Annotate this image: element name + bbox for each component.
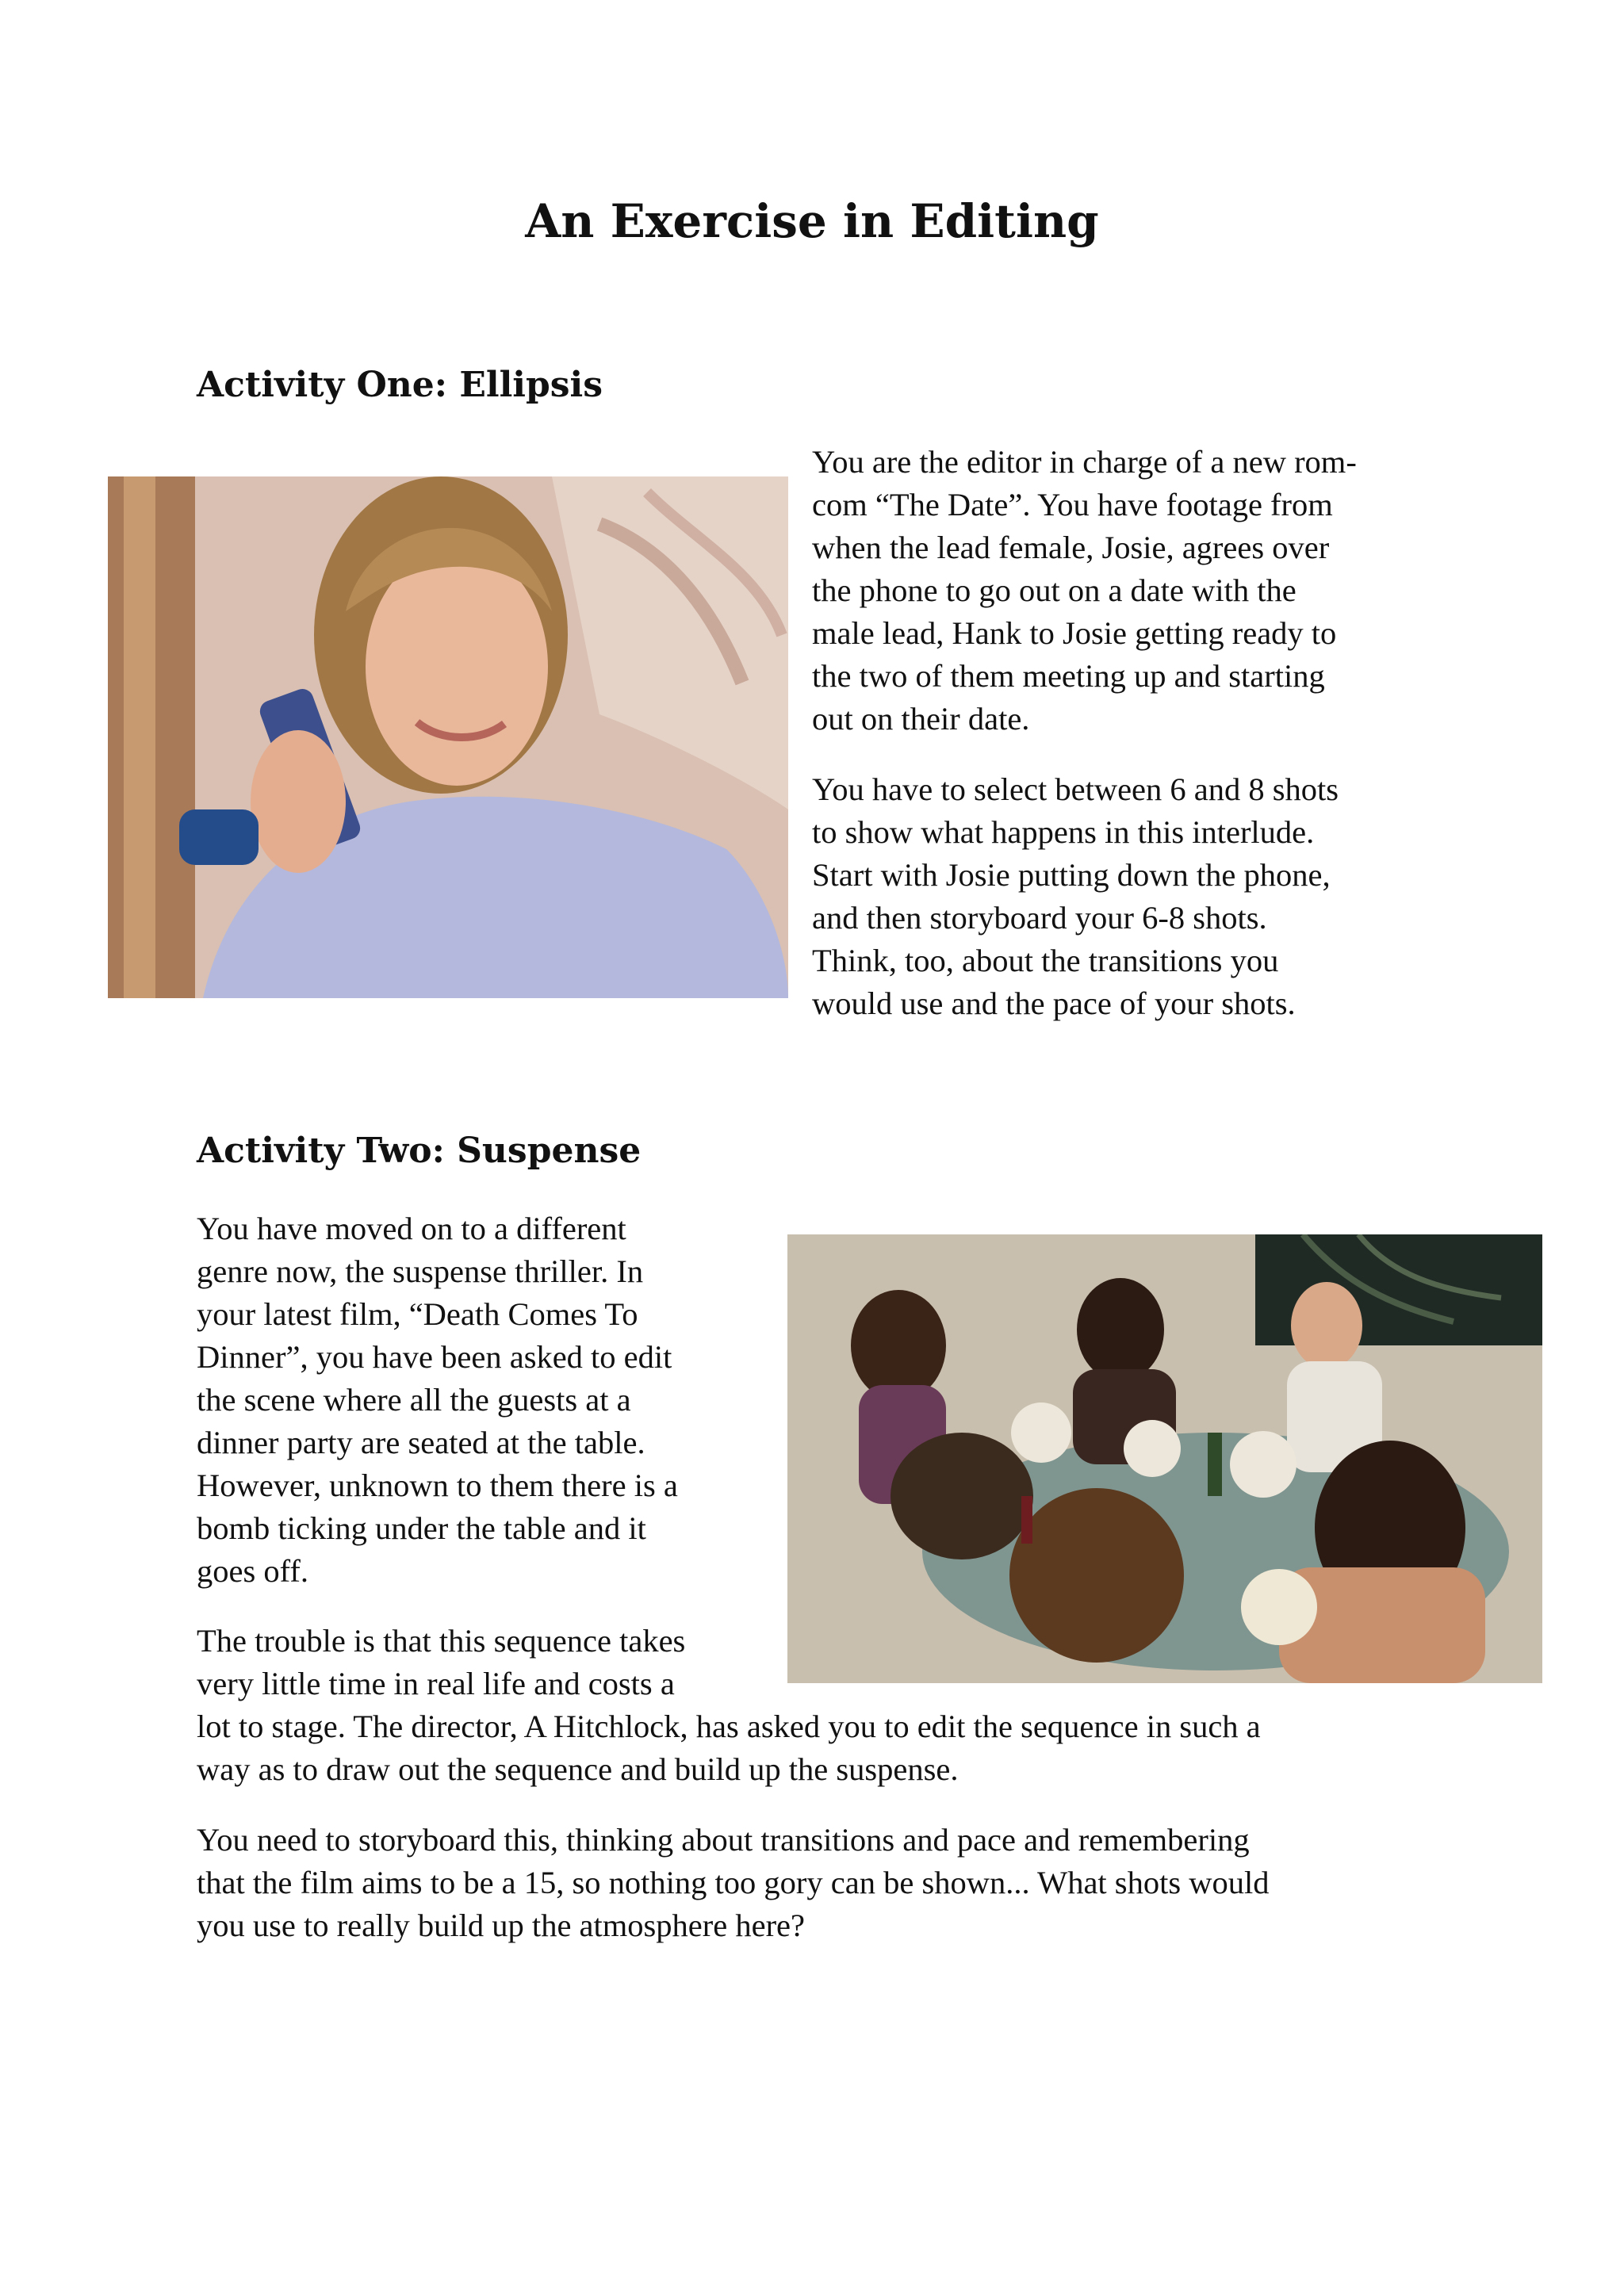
text-line: lot to stage. The director, A Hitchlock, has asked you to edit the sequence in such a — [197, 1709, 1261, 1744]
activity-two-paragraph-2-top — [197, 1620, 685, 1705]
text-line: You have to select between 6 and 8 shots — [812, 771, 1339, 807]
text-line: dinner party are seated at the table. — [197, 1425, 645, 1460]
activity-two-paragraph-2-bottom — [197, 1705, 1261, 1791]
text-line: the two of them meeting up and starting — [812, 658, 1325, 694]
activity-one-heading: Activity One: Ellipsis — [197, 365, 603, 405]
text-line: that the film aims to be a 15, so nothing too gory can be shown... What shots would — [197, 1865, 1270, 1900]
activity-two-paragraph-1 — [197, 1207, 678, 1593]
text-line: Think, too, about the transitions you — [812, 943, 1279, 978]
page-title: An Exercise in Editing — [525, 194, 1099, 248]
text-line: way as to draw out the sequence and build up the suspense. — [197, 1751, 959, 1787]
text-line: the phone to go out on a date with the — [812, 572, 1297, 608]
text-line: to show what happens in this interlude. — [812, 814, 1315, 850]
activity-two-heading: Activity Two: Suspense — [197, 1131, 642, 1171]
text-line: you use to really build up the atmosphere here? — [197, 1908, 806, 1943]
text-line: Start with Josie putting down the phone, — [812, 857, 1331, 893]
text-line: out on their date. — [812, 701, 1030, 737]
text-line: goes off. — [197, 1553, 308, 1589]
activity-two-paragraph-3 — [197, 1819, 1269, 1947]
text-line: would use and the pace of your shots. — [812, 985, 1296, 1021]
activity-one-paragraph-1 — [812, 441, 1357, 740]
text-line: genre now, the suspense thriller. In — [197, 1253, 644, 1289]
text-line: You need to storyboard this, thinking about transitions and pace and remembering — [197, 1822, 1250, 1858]
text-line: very little time in real life and costs a — [197, 1666, 675, 1701]
dinner-party-photo — [787, 1234, 1542, 1683]
text-line: However, unknown to them there is a — [197, 1468, 678, 1503]
text-line: and then storyboard your 6-8 shots. — [812, 900, 1267, 936]
text-line: male lead, Hank to Josie getting ready to — [812, 615, 1337, 651]
text-line: Dinner”, you have been asked to edit — [197, 1339, 672, 1375]
text-line: You are the editor in charge of a new rom- — [812, 444, 1357, 480]
text-line: com “The Date”. You have footage from — [812, 487, 1333, 522]
text-line: the scene where all the guests at a — [197, 1382, 631, 1418]
text-line: your latest film, “Death Comes To — [197, 1296, 638, 1332]
text-line: when the lead female, Josie, agrees over — [812, 530, 1330, 565]
text-line: bomb ticking under the table and it — [197, 1510, 646, 1546]
activity-one-paragraph-2 — [812, 768, 1339, 1025]
text-line: The trouble is that this sequence takes — [197, 1623, 686, 1659]
woman-on-phone-photo — [108, 476, 788, 998]
text-line: You have moved on to a different — [197, 1211, 626, 1246]
